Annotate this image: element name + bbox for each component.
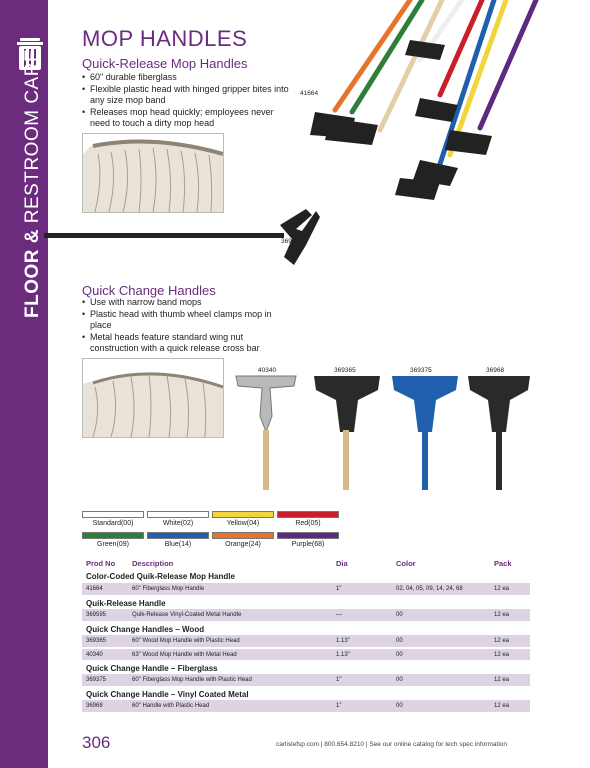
table-group-row: Color-Coded Quik-Release Mop Handle: [86, 572, 235, 581]
swatch: Orange(24): [212, 532, 274, 548]
sidebar-title: FLOOR & RESTROOM CARE: [22, 48, 43, 318]
section1-bullets: [82, 72, 292, 130]
table-row: 41664 60" Fiberglass Mop Handle 1" 02, 04, 05, 09, 14, 24, 68 12 ea: [82, 583, 530, 596]
swatch-bar: [147, 532, 209, 539]
table-group-row: Quick Change Handles – Wood: [86, 624, 205, 634]
table-row: 369375 60" Fiberglass Mop Handle with Plastic Head 1" 00 12 ea: [82, 674, 530, 687]
table-row: 369595 Quik-Release Vinyl-Coated Metal Handle — 00 12 ea: [82, 609, 530, 622]
table-row: 40340 63" Wood Mop Handle with Metal Head 1.13" 00 12 ea: [82, 648, 530, 661]
swatch-bar: [212, 532, 274, 539]
bullet: • Metal heads feature standard wing nut construction with a quick release cross bar: [82, 332, 292, 354]
narrow-mop-photo: [82, 358, 224, 438]
swatch: Red(05): [277, 511, 339, 527]
swatch-bar: [277, 532, 339, 539]
table-header-row: [82, 557, 530, 570]
bullet: • Releases mop head quickly; employees never need to touch a dirty mop head: [82, 107, 292, 129]
swatch: Blue(14): [147, 532, 209, 548]
swatch-bar: [82, 532, 144, 539]
col-header: Pack: [494, 559, 512, 568]
product-code: 36968: [486, 367, 505, 374]
table-group-row: Quick Change Handle – Vinyl Coated Metal: [86, 689, 249, 699]
col-header: Color: [396, 559, 416, 568]
footer-text: carlislefsp.com | 800.654.8210 | See our online catalog for tech spec information: [276, 741, 508, 748]
col-header: Description: [132, 559, 174, 568]
quick-change-handles-image: [230, 372, 530, 492]
section1-title: Quick-Release Mop Handles: [82, 56, 248, 71]
color-handles-image: [270, 0, 545, 230]
bullet: • Flexible plastic head with hinged gripper bites into any size mop band: [82, 84, 292, 106]
col-header: Dia: [336, 559, 348, 568]
page-title: MOP HANDLES: [82, 26, 248, 51]
swatch-bar: [82, 511, 144, 518]
product-code: 369365: [334, 367, 356, 374]
swatch-bar: [212, 511, 274, 518]
bullet: • Use with narrow band mops: [82, 297, 292, 308]
table-row: 36968 60" Handle with Plastic Head 1" 00 12 ea: [82, 700, 530, 713]
page-number: 306: [82, 733, 111, 752]
bullet: • Plastic head with thumb wheel clamps mop in place: [82, 309, 292, 331]
product-code: 41664: [300, 90, 319, 97]
swatch: Green(09): [82, 532, 144, 548]
table-row: 369365 60" Wood Mop Handle with Plastic Head 1.13" 00 12 ea: [82, 635, 530, 648]
col-header: Prod No: [86, 559, 116, 568]
section2-title: Quick Change Handles: [82, 283, 216, 298]
product-code: 40340: [258, 367, 277, 374]
swatch-bar: [147, 511, 209, 518]
swatch: Standard(00): [82, 511, 144, 527]
sidebar: [0, 0, 48, 768]
product-code: 369595: [281, 238, 303, 245]
spec-table: [82, 557, 530, 714]
section2-bullets: [82, 297, 292, 355]
product-code: 369375: [410, 367, 432, 374]
swatch: Yellow(04): [212, 511, 274, 527]
table-group-row: Quik-Release Handle: [86, 598, 166, 608]
swatch-bar: [277, 511, 339, 518]
swatch: Purple(68): [277, 532, 339, 548]
swatch: White(02): [147, 511, 209, 527]
table-group-row: Quick Change Handle – Fiberglass: [86, 663, 218, 673]
bullet: • 60" durable fiberglass: [82, 72, 292, 83]
